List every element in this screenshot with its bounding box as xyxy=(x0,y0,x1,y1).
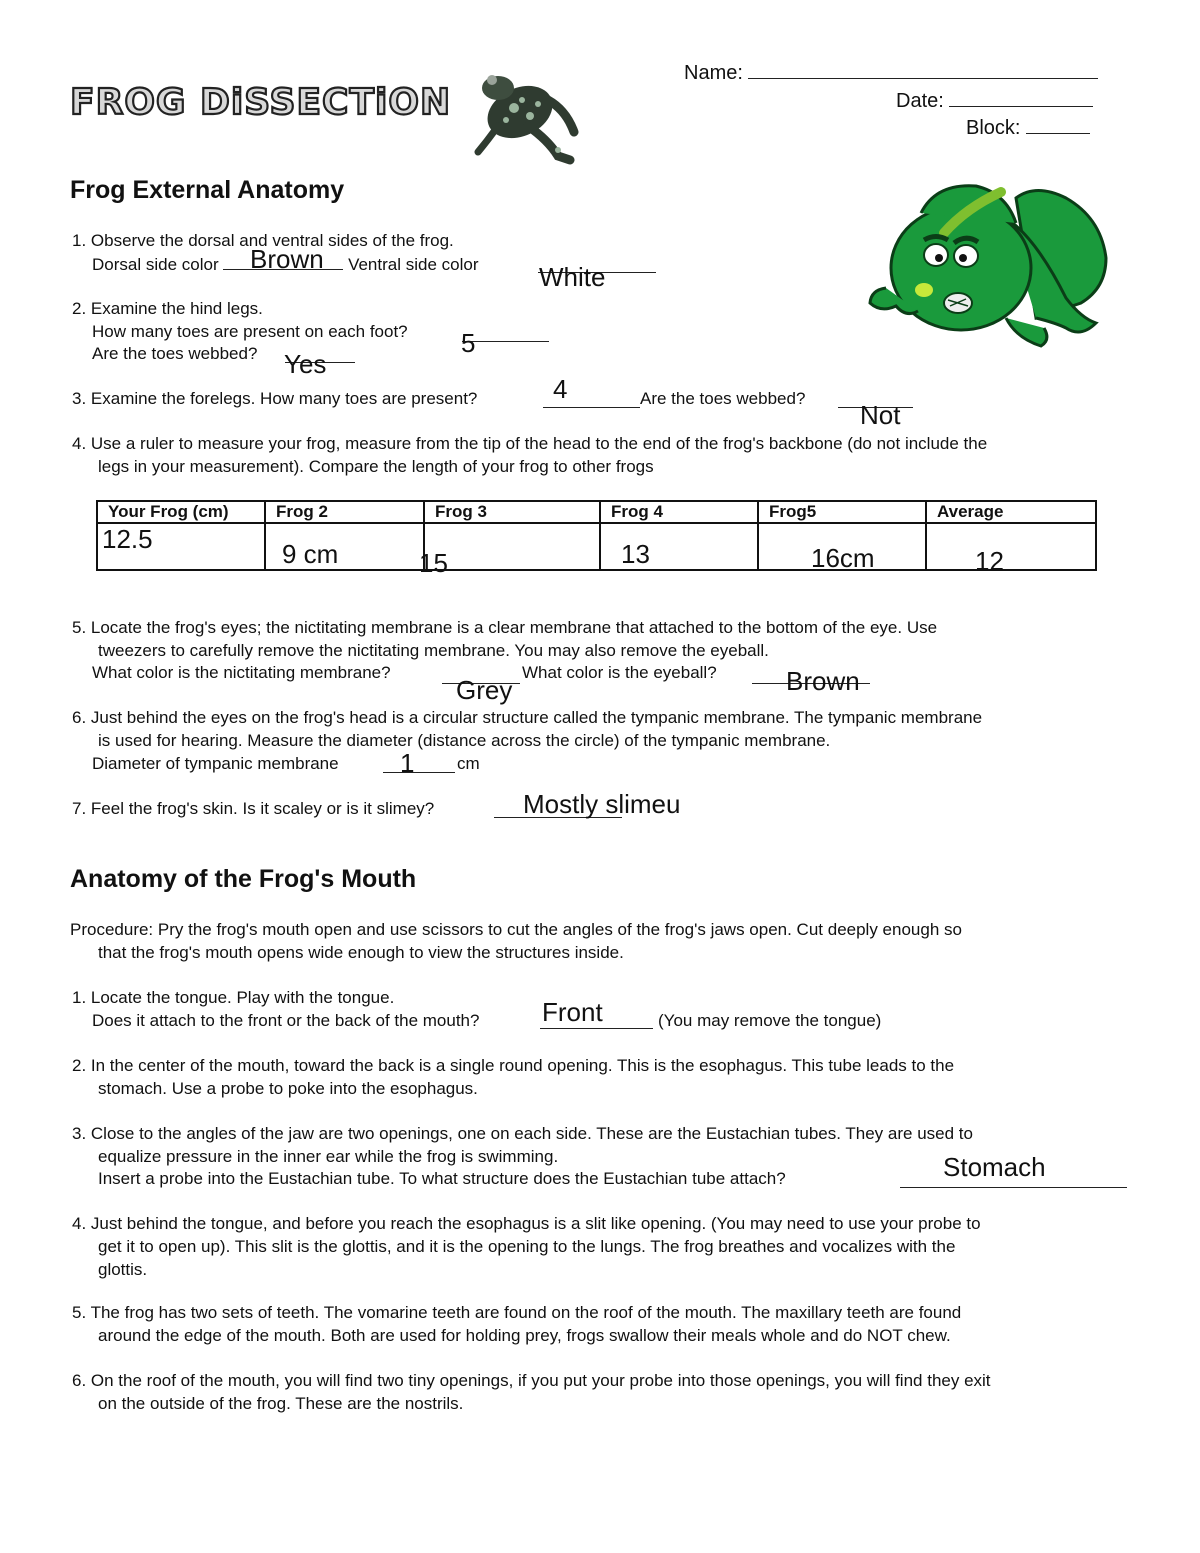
m1-line1: 1. Locate the tongue. Play with the tongue. xyxy=(72,988,395,1007)
q5-eyeball-label: What color is the eyeball? xyxy=(522,663,717,682)
name-blank[interactable] xyxy=(748,62,1098,79)
m1-note: (You may remove the tongue) xyxy=(658,1011,882,1030)
q4-line2: legs in your measurement). Compare the length of your frog to other frogs xyxy=(98,457,654,476)
q3-toes-answer: 4 xyxy=(553,374,568,404)
m6-line1: 6. On the roof of the mouth, you will find two tiny openings, if you put your probe into those openings, you will find they exit xyxy=(72,1371,991,1390)
frog-length-table xyxy=(96,500,1097,578)
block-blank[interactable] xyxy=(1026,117,1090,134)
m5-line1: 5. The frog has two sets of teeth. The vomarine teeth are found on the roof of the mouth. The maxillary teeth are found xyxy=(72,1303,962,1322)
frog4-value: 13 xyxy=(621,539,650,569)
q2-webbed-answer: Yes xyxy=(284,349,327,379)
m1-answer: Front xyxy=(542,997,603,1027)
table-header-cell: Frog 4 xyxy=(600,501,758,523)
procedure-line2: that the frog's mouth opens wide enough to view the structures inside. xyxy=(98,943,624,962)
table-cell[interactable] xyxy=(265,523,424,570)
q1-ventral-answer: White xyxy=(539,262,606,292)
date-blank[interactable] xyxy=(949,90,1093,107)
table-header-cell: Frog 3 xyxy=(424,501,600,523)
procedure-line1: Procedure: Pry the frog's mouth open and use scissors to cut the angles of the frog's jaws open. Cut deeply enough so xyxy=(70,920,962,939)
section-title-external-anatomy: Frog External Anatomy xyxy=(70,176,345,204)
q6-diameter-label: Diameter of tympanic membrane xyxy=(92,754,339,773)
q5-line2: tweezers to carefully remove the nictitating membrane. You may also remove the eyeball. xyxy=(98,641,769,660)
q6-line1: 6. Just behind the eyes on the frog's head is a circular structure called the tympanic membrane. The tympanic membrane xyxy=(72,708,983,727)
q6-diameter-blank[interactable] xyxy=(383,772,455,773)
q2-webbed-label: Are the toes webbed? xyxy=(92,344,258,363)
m2-line1: 2. In the center of the mouth, toward the back is a single round opening. This is the esophagus. This tube leads to the xyxy=(72,1056,955,1075)
your-frog-value: 12.5 xyxy=(102,524,153,554)
table-cell[interactable] xyxy=(758,523,926,573)
m5-line2: around the edge of the mouth. Both are used for holding prey, frogs swallow their meals whole and do NOT chew. xyxy=(98,1326,951,1345)
q6-diameter-answer: 1 xyxy=(400,748,415,778)
logo-title-graphic xyxy=(68,78,468,122)
m2-line2: stomach. Use a probe to poke into the esophagus. xyxy=(98,1079,478,1098)
block-field[interactable] xyxy=(966,117,1090,139)
q7-text: 7. Feel the frog's skin. Is it scaley or is it slimey? xyxy=(72,799,435,818)
frog-photo-icon xyxy=(458,60,583,173)
q2-toes-answer: 5 xyxy=(461,328,476,358)
table-cell[interactable] xyxy=(97,523,265,570)
q5-eyeball-answer: Brown xyxy=(786,666,860,696)
q7-answer: Mostly slimeu xyxy=(523,789,681,819)
m4-line3: glottis. xyxy=(98,1260,148,1279)
table-header-cell: Average xyxy=(926,501,1096,523)
name-label: Name: xyxy=(684,62,743,84)
block-label: Block: xyxy=(966,117,1021,139)
q2-text: 2. Examine the hind legs. xyxy=(72,299,263,318)
frog5-value: 16cm xyxy=(811,543,875,573)
q3-webbed-answer: Not xyxy=(860,400,901,430)
q1-dorsal-label: Dorsal side color xyxy=(92,255,219,274)
table-value-row xyxy=(97,523,1096,570)
table-cell[interactable] xyxy=(419,523,600,578)
section-title-mouth-anatomy: Anatomy of the Frog's Mouth xyxy=(70,865,417,893)
m3-line3: Insert a probe into the Eustachian tube. To what structure does the Eustachian tube attach? xyxy=(98,1169,786,1188)
cartoon-frog-icon xyxy=(866,178,1111,358)
q6-unit: cm xyxy=(457,754,480,773)
m4-line1: 4. Just behind the tongue, and before you reach the esophagus is a slit like opening. (You may need to use your probe to xyxy=(72,1214,981,1233)
table-header-row xyxy=(97,501,1096,523)
q5-membrane-answer: Grey xyxy=(456,675,513,705)
name-field[interactable] xyxy=(684,62,1098,84)
m3-answer: Stomach xyxy=(943,1152,1046,1182)
q2-toes-label: How many toes are present on each foot? xyxy=(92,322,408,341)
table-cell[interactable] xyxy=(600,523,758,570)
table-header-cell: Frog 2 xyxy=(265,501,424,523)
frog2-value: 9 cm xyxy=(282,539,339,569)
frog3-value: 15 xyxy=(419,548,448,578)
table-header-cell: Your Frog (cm) xyxy=(97,501,265,523)
q3-toes-blank[interactable] xyxy=(543,407,640,408)
m4-line2: get it to open up). This slit is the glottis, and it is the opening to the lungs. The frog breathes and vocalizes with the xyxy=(98,1237,956,1256)
q5-line1: 5. Locate the frog's eyes; the nictitating membrane is a clear membrane that attached to the bottom of the eye. Use xyxy=(72,618,938,637)
worksheet-logo xyxy=(68,78,468,127)
table-header-cell: Frog5 xyxy=(758,501,926,523)
m1-blank[interactable] xyxy=(540,1028,653,1029)
q4-line1: 4. Use a ruler to measure your frog, measure from the tip of the head to the end of the frog's backbone (do not include the xyxy=(72,434,988,453)
table-cell[interactable] xyxy=(926,523,1096,576)
q1-ventral-label: Ventral side color xyxy=(348,255,479,274)
q3-webbed-label: Are the toes webbed? xyxy=(640,389,806,408)
logo-title-text: FROG DiSSECTiON xyxy=(70,82,452,122)
m6-line2: on the outside of the frog. These are the nostrils. xyxy=(98,1394,464,1413)
q3-text: 3. Examine the forelegs. How many toes are present? xyxy=(72,389,478,408)
q1-dorsal-answer: Brown xyxy=(250,244,324,274)
m3-line1: 3. Close to the angles of the jaw are two openings, one on each side. These are the Eustachian tubes. They are used to xyxy=(72,1124,973,1143)
m1-line2: Does it attach to the front or the back of the mouth? xyxy=(92,1011,480,1030)
m3-blank[interactable] xyxy=(900,1187,1127,1188)
q1-text: 1. Observe the dorsal and ventral sides of the frog. xyxy=(72,231,454,250)
q6-line2: is used for hearing. Measure the diameter (distance across the circle) of the tympanic membrane. xyxy=(98,731,831,750)
q5-membrane-label: What color is the nictitating membrane? xyxy=(92,663,391,682)
date-label: Date: xyxy=(896,90,944,112)
average-value: 12 xyxy=(975,546,1004,576)
m3-line2: equalize pressure in the inner ear while the frog is swimming. xyxy=(98,1147,559,1166)
date-field[interactable] xyxy=(896,90,1093,112)
